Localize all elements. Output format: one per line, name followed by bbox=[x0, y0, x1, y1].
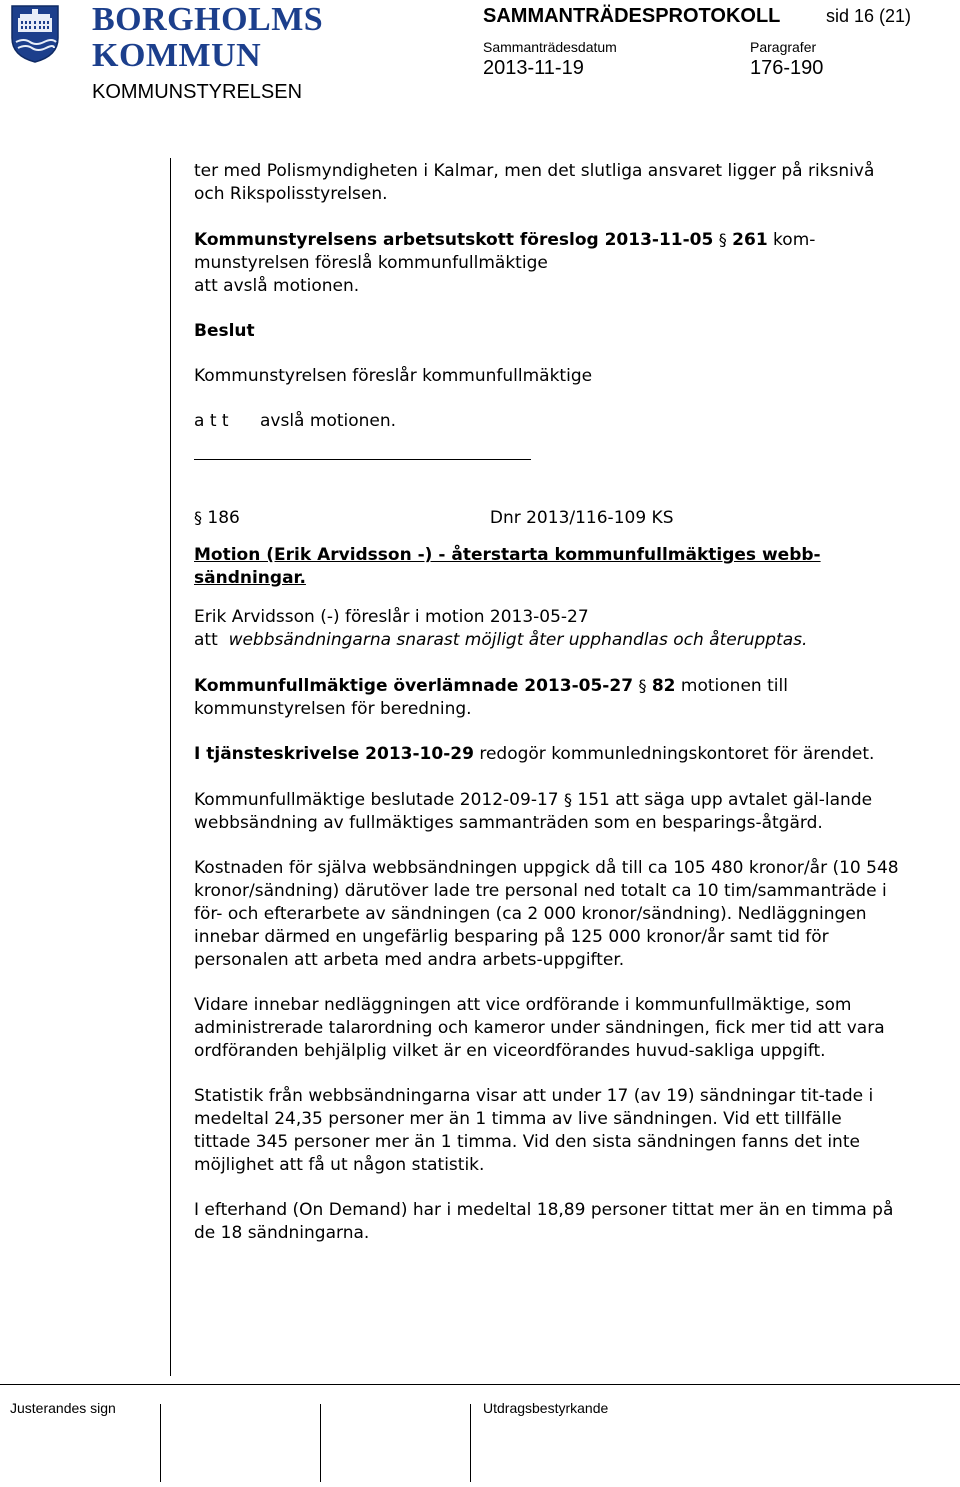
committee-proposal-text: kom- bbox=[767, 230, 816, 250]
paragraph-council-referral bbox=[194, 674, 900, 721]
council-referral-text: motionen till kommunstyrelsen för beredning. bbox=[194, 676, 788, 719]
organization-name-line2: KOMMUN bbox=[92, 37, 262, 74]
paragraph-on-demand: I efterhand (On Demand) har i medeltal 18,89 personer tittat mer än en timma på de 18 sändningarna. bbox=[194, 1200, 894, 1243]
signature-label: Justerandes sign bbox=[10, 1400, 116, 1416]
paragraph-official-letter bbox=[194, 743, 900, 766]
paragraph-statistics: Statistik från webbsändningarna visar att under 17 (av 19) sändningar tit-tade i medeltal 24,35 personer mer än 1 timma av live sändningen. Vid ett tillfälle tittade 345 personer mer än 1 timma. Vid den sista sändningen fanns det inte möjlighet att få ut någon statistik. bbox=[194, 1086, 874, 1175]
previous-decision-text-a: Kommunfullmäktige beslutade 2012-09-17 bbox=[194, 790, 564, 810]
department-name: KOMMUNSTYRELSEN bbox=[92, 81, 303, 103]
section-symbol: § bbox=[718, 230, 727, 249]
committee-proposal-line3: att avslå motionen. bbox=[194, 276, 360, 296]
document-title: SAMMANTRÄDESPROTOKOLL bbox=[483, 5, 781, 27]
council-referral-bold: Kommunfullmäktige överlämnade 2013-05-27 bbox=[194, 676, 634, 696]
official-letter-text: redogör kommunledningskontoret för ärendet. bbox=[473, 744, 875, 764]
decision-att: a t t bbox=[194, 411, 229, 431]
decision-heading: Beslut bbox=[194, 321, 255, 341]
motion-title: Motion (Erik Arvidsson -) - återstarta kommunfullmäktiges webb-sändningar. bbox=[194, 545, 821, 588]
extract-label: Utdragsbestyrkande bbox=[483, 1400, 609, 1416]
paragraph-committee-proposal bbox=[194, 228, 900, 298]
page-number: sid 16 (21) bbox=[826, 6, 912, 26]
meeting-date-label: Sammanträdesdatum bbox=[483, 39, 617, 55]
council-section-number: 82 bbox=[651, 676, 676, 696]
separator-line bbox=[194, 459, 531, 460]
signature-box-divider bbox=[470, 1404, 471, 1482]
motion-proposal-italic: webbsändningarna snarast möjligt åter upphandlas och återupptas. bbox=[228, 630, 808, 650]
section-symbol: § bbox=[563, 790, 572, 809]
margin-rule bbox=[170, 158, 171, 1376]
protocol-body bbox=[194, 160, 900, 1245]
sections-label: Paragrafer bbox=[750, 39, 817, 55]
paragraph-previous-decision bbox=[194, 788, 900, 835]
motion-att: att bbox=[194, 630, 218, 650]
section-number: 186 bbox=[207, 508, 240, 528]
organization-name-line1: BORGHOLMS bbox=[92, 1, 324, 38]
municipality-crest-icon bbox=[10, 4, 60, 64]
decision-att-line bbox=[194, 410, 900, 433]
committee-proposal-line2: munstyrelsen föreslå kommunfullmäktige bbox=[194, 253, 548, 273]
motion-proposal bbox=[194, 606, 900, 652]
paragraph-continuation: ter med Polismyndigheten i Kalmar, men det slutliga ansvaret ligger på riksnivå och Rikspolisstyrelsen. bbox=[194, 161, 875, 204]
section-symbol: § bbox=[194, 508, 202, 527]
meeting-date-value: 2013-11-19 bbox=[483, 57, 584, 79]
official-letter-bold: I tjänsteskrivelse 2013-10-29 bbox=[194, 744, 474, 764]
previous-decision-text-b: 151 att säga upp avtalet gäl-lande webbsändning av fullmäktiges sammanträden som en besparings-åtgärd. bbox=[194, 790, 873, 833]
decision-line1: Kommunstyrelsen föreslår kommunfullmäktige bbox=[194, 366, 593, 386]
footer-rule bbox=[0, 1384, 960, 1385]
signature-box-divider bbox=[160, 1404, 161, 1482]
section-heading bbox=[194, 506, 900, 530]
section-symbol: § bbox=[638, 676, 647, 695]
sections-value: 176-190 bbox=[750, 57, 824, 79]
signature-box-divider bbox=[320, 1404, 321, 1482]
motion-proposal-line1: Erik Arvidsson (-) föreslår i motion 2013-05-27 bbox=[194, 607, 589, 627]
committee-section-number: 261 bbox=[732, 230, 768, 250]
paragraph-costs: Kostnaden för själva webbsändningen uppgick då till ca 105 480 kronor/år (10 548 kronor/sändning) därutöver lade tre personal ned totalt ca 10 tim/sammanträde i för- och efterarbete av sändningen (ca 2 000 kronor/sändning). Nedläggningen innebar därmed en ungefärlig besparing på 125 000 kronor/år samt tid för personalen att arbeta med andra arbets-uppgifter. bbox=[194, 858, 899, 970]
committee-proposal-bold: Kommunstyrelsens arbetsutskott föreslog 2013-11-05 bbox=[194, 230, 714, 250]
decision-line2: avslå motionen. bbox=[260, 411, 397, 431]
section-dnr: Dnr 2013/116-109 KS bbox=[489, 508, 674, 528]
paragraph-vice-chair: Vidare innebar nedläggningen att vice ordförande i kommunfullmäktige, som administrerade talarordning och kameror under sändningen, fick mer tid att vara ordföranden behjälplig vilket är en viceordförandes huvud-sakliga uppgift. bbox=[194, 995, 885, 1061]
